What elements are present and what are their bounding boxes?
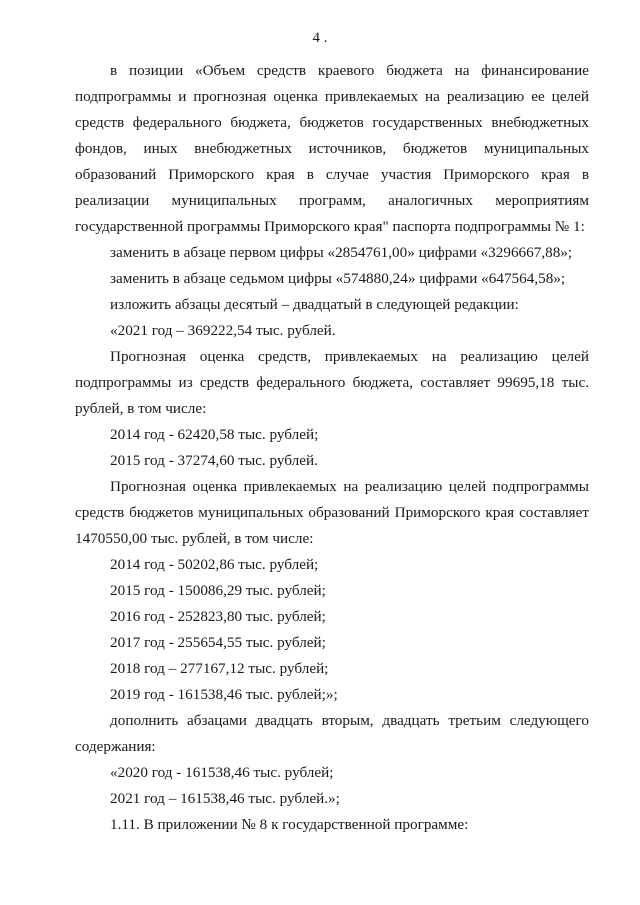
- text-line: 2019 год - 161538,46 тыс. рублей;»;: [110, 686, 338, 703]
- text-line: заменить в абзаце седьмом цифры «574880,24» цифрами «647564,58»;: [110, 270, 566, 287]
- text-line: реализации муниципальных программ, аналогичных мероприятиям: [75, 192, 589, 209]
- text-line: подпрограммы и прогнозная оценка привлекаемых на реализацию ее целей: [75, 88, 589, 105]
- text-line: в позиции «Объем средств краевого бюджета на финансирование: [110, 62, 589, 79]
- text-line: 2016 год - 252823,80 тыс. рублей;: [110, 608, 326, 625]
- text-line: государственной программы Приморского края" паспорта подпрограммы № 1:: [75, 218, 585, 235]
- text-line: изложить абзацы десятый – двадцатый в следующей редакции:: [110, 296, 519, 313]
- text-line: 2018 год – 277167,12 тыс. рублей;: [110, 660, 329, 677]
- page-number: 4 .: [312, 30, 328, 46]
- text-line: 1470550,00 тыс. рублей, в том числе:: [75, 530, 314, 547]
- text-line: 2015 год - 37274,60 тыс. рублей.: [110, 452, 318, 469]
- text-line: подпрограммы из средств федерального бюджета, составляет 99695,18 тыс.: [75, 374, 589, 391]
- text-line: средств федерального бюджета, бюджетов государственных внебюджетных: [75, 114, 589, 131]
- text-line: 1.11. В приложении № 8 к государственной программе:: [110, 816, 469, 833]
- text-line: рублей, в том числе:: [75, 400, 207, 417]
- text-line: средств бюджетов муниципальных образований Приморского края составляет: [75, 504, 589, 521]
- text-line: Прогнозная оценка привлекаемых на реализацию целей подпрограммы: [110, 478, 589, 495]
- text-line: заменить в абзаце первом цифры «2854761,00» цифрами «3296667,88»;: [110, 244, 573, 261]
- text-line: «2020 год - 161538,46 тыс. рублей;: [110, 764, 334, 781]
- text-line: дополнить абзацами двадцать вторым, двадцать третьим следующего: [110, 712, 589, 729]
- text-line: 2015 год - 150086,29 тыс. рублей;: [110, 582, 326, 599]
- text-line: образований Приморского края в случае участия Приморского края в: [75, 166, 589, 183]
- text-line: 2017 год - 255654,55 тыс. рублей;: [110, 634, 326, 651]
- text-line: фондов, иных внебюджетных источников, бюджетов муниципальных: [75, 140, 589, 157]
- text-line: 2021 год – 161538,46 тыс. рублей.»;: [110, 790, 340, 807]
- text-line: содержания:: [75, 738, 156, 755]
- text-line: 2014 год - 62420,58 тыс. рублей;: [110, 426, 319, 443]
- text-line: «2021 год – 369222,54 тыс. рублей.: [110, 322, 336, 339]
- text-line: Прогнозная оценка средств, привлекаемых на реализацию целей: [110, 348, 589, 365]
- text-line: 2014 год - 50202,86 тыс. рублей;: [110, 556, 319, 573]
